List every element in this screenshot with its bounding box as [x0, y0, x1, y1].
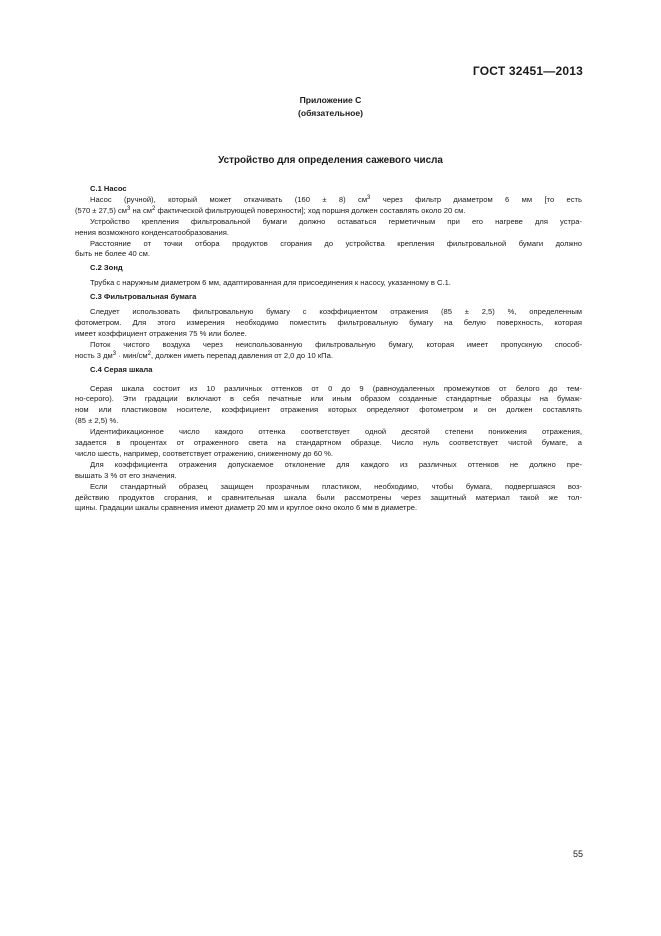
- paragraph-line: Для коэффициента отражения допускаемое отклонение для каждого из различных оттенков не должно пре-: [90, 459, 582, 469]
- paragraph-line: но-серого). Эти градации включают в себя печатные или иным образом созданные стандартные образцы на бумаж-: [75, 394, 582, 404]
- text-run: (570 ± 27,5) см: [75, 205, 128, 215]
- paragraph-line: [75, 206, 582, 217]
- paragraph-line: число шесть, например, соответствует отражению, сниженному до 60 %.: [75, 448, 334, 458]
- paragraph-line: вышать 3 % от его значения.: [75, 470, 177, 480]
- annex-title: Устройство для определения сажевого числа: [218, 155, 443, 166]
- superscript: 3: [367, 194, 371, 201]
- paragraph-line: нения возможного конденсатообразования.: [75, 227, 229, 237]
- text-run: · мин/см: [116, 350, 148, 360]
- paragraph-line: быть не более 40 см.: [75, 249, 150, 259]
- paragraph-line: имеет коэффициент отражения 75 % или более.: [75, 328, 247, 338]
- paragraph-line: задается в процентах от отраженного света на стандартном образце. Число нуль соответствует чистой бумаге, а: [75, 438, 582, 448]
- text-run: , должен иметь перепад давления от 2,0 до 10 кПа.: [150, 350, 333, 360]
- paragraph-line: фотометром. Для этого измерения необходимо поместить фильтровальную бумагу на белую поверхность, которая: [75, 317, 582, 327]
- paragraph-line: Поток чистого воздуха через неиспользованную фильтровальную бумагу, которая имеет пропускную способ-: [90, 339, 582, 349]
- paragraph-line: Трубка с наружным диаметром 6 мм, адаптированная для присоединения к насосу, указанному в С.1.: [90, 278, 451, 288]
- section-heading: С.4 Серая шкала: [90, 364, 153, 374]
- section-heading: С.2 Зонд: [90, 263, 123, 273]
- superscript: 2: [147, 350, 151, 357]
- text-run: через фильтр диаметром 6 мм [то есть: [370, 194, 582, 204]
- section-heading: С.3 Фильтровальная бумага: [90, 292, 197, 302]
- paragraph-line: Устройство крепления фильтровальной бумаги должно оставаться герметичным при его нагреве для устра-: [90, 216, 582, 226]
- text-run: ность 3 дм: [75, 350, 113, 360]
- superscript: 3: [112, 350, 117, 357]
- text-run: фактической фильтрующей поверхности]; ход поршня должен составлять около 20 см.: [155, 205, 466, 215]
- paragraph-line: Серая шкала состоит из 10 различных оттенков от 0 до 9 (равноудаленных промежутков от белого до тем-: [90, 383, 582, 393]
- paragraph-line: (85 ± 2,5) %.: [75, 416, 119, 426]
- section-c4: [75, 364, 582, 515]
- paragraph-line: действию продуктов сгорания, и сравнительная шкала были рассмотрены через защитный материал такой же тол-: [75, 492, 582, 502]
- paragraph-line: щины. Градации шкалы сравнения имеют диаметр 20 мм и круглое окно около 6 мм в диаметре.: [75, 503, 418, 513]
- paragraph-line: Идентификационное число каждого оттенка соответствует одной десятой степени понижения отражения,: [90, 427, 582, 437]
- superscript: 3: [127, 205, 131, 212]
- paragraph-line: Следует использовать фильтровальную бумагу с коэффициентом отражения (85 ± 2,5) %, определенным: [90, 307, 582, 317]
- superscript: 2: [152, 205, 156, 212]
- text-run: на см: [130, 205, 153, 215]
- section-c1: [75, 184, 582, 260]
- paragraph-line: [75, 351, 582, 362]
- annex-status: (обязательное): [297, 108, 364, 118]
- paragraph-line: Если стандартный образец защищен прозрачным пластиком, необходимо, чтобы бумага, подвергшаяся воз-: [90, 481, 582, 491]
- section-c3: [75, 292, 582, 361]
- section-heading: С.1 Насос: [90, 184, 127, 193]
- paragraph-line: ном или пластиковом носителе, коэффициент отражения которых определяют фотометром и он должен составлять: [75, 405, 582, 415]
- section-c2: [90, 263, 582, 289]
- paragraph-line: Расстояние от точки отбора продуктов сгорания до устройства крепления фильтровальной бумаги должно: [90, 238, 582, 248]
- annex-heading: [0, 94, 661, 120]
- page-number: 55: [572, 849, 583, 859]
- annex-name: Приложение С: [299, 95, 362, 105]
- standard-number: ГОСТ 32451—2013: [472, 64, 583, 78]
- paragraph-line: [90, 195, 582, 206]
- document-body: [75, 184, 582, 514]
- text-run: Насос (ручной), который может откачивать (160 ± 8) см: [90, 194, 368, 204]
